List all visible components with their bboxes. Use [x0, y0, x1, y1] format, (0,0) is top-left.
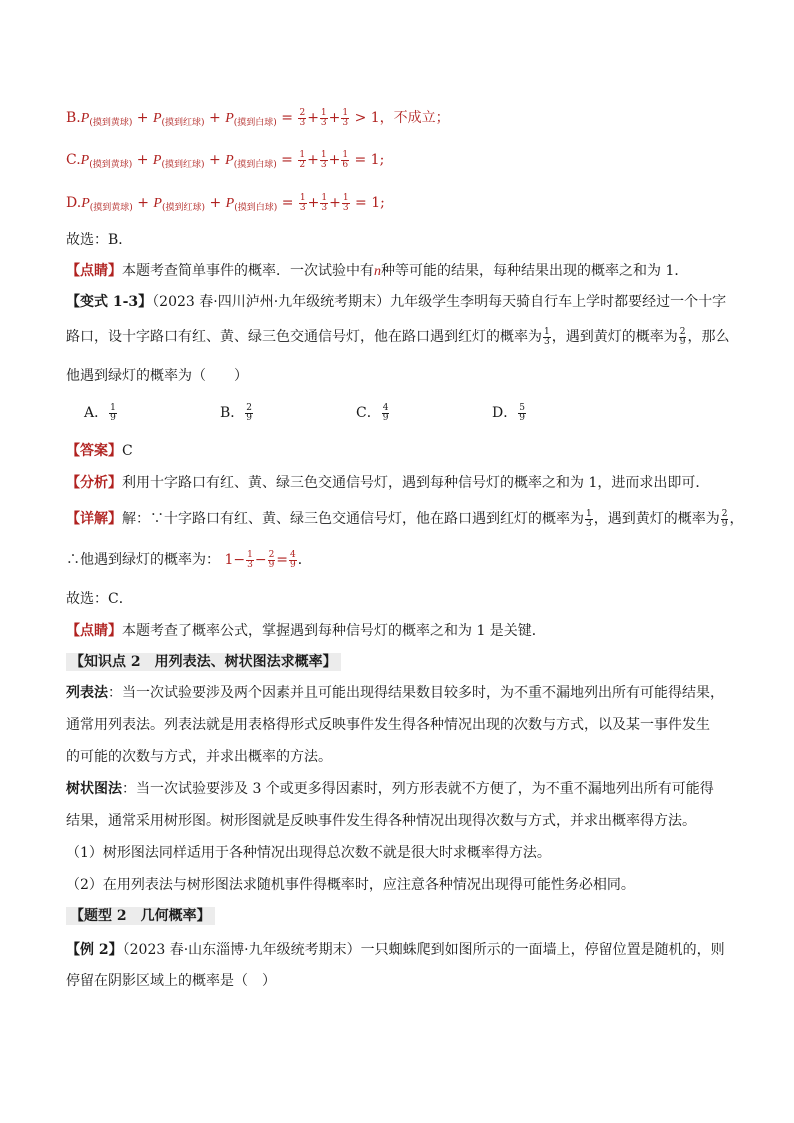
comment-2: [66, 621, 546, 641]
fraction: $\frac{1}{3}$: [342, 192, 349, 213]
list-method-line-1: [66, 683, 724, 703]
list-method-line-2: 通常用列表法。列表法就是用表格得形式反映事件发生得各种情况出现的次数与方式，以及某一事件发生: [66, 717, 710, 733]
subscript: (摸到红球): [161, 118, 205, 128]
list-method-line-3: 的可能的次数与方式，并求出概率的方法。: [66, 749, 332, 765]
comment-label: 【点睛】: [66, 623, 122, 639]
comment-text: 本题考查简单事件的概率．一次试验中有: [122, 263, 374, 279]
variant-text: ，遇到黄灯的概率为: [551, 329, 678, 345]
choice-b: B． $\frac{2}{9}$: [220, 402, 253, 423]
variant-text: 九年级学生李明每天骑自行车上学时都要经过一个十字: [390, 294, 727, 310]
fraction: $\frac{2}{9}$: [679, 326, 686, 347]
fraction: $\frac{2}{3}$: [299, 107, 306, 128]
fraction: $\frac{1}{2}$: [299, 149, 306, 170]
fraction: $\frac{1}{3}$: [320, 107, 327, 128]
tree-method-text: ：当一次试验要涉及 3 个或更多得因素时，列方形表就不方便了，为不重不漏地列出所有可能得: [122, 781, 714, 797]
option-c-line: $C.P_{(摸到黄球)} + P_{(摸到红球)} + P_{(摸到白球)}$ = $\frac{1}{2}$ + $\frac{1}{3}$ + $\frac{1}{6}$ = 1;: [66, 149, 385, 170]
list-method-label: 列表法: [66, 685, 108, 701]
suffix: ;: [379, 152, 385, 168]
detail-text: ，遇到黄灯的概率为: [593, 511, 720, 527]
detail-text: 解：∵十字路口有红、黄、绿三色交通信号灯，他在路口遇到红灯的概率为: [122, 511, 584, 527]
example-2-line-1: [66, 940, 725, 960]
fraction: $\frac{1}{6}$: [342, 149, 349, 170]
subscript: (摸到黄球): [89, 118, 133, 128]
variant-line-1: [66, 292, 726, 312]
relation: = 1: [355, 195, 381, 211]
analysis-line: [66, 473, 709, 493]
subscript: (摸到白球): [234, 203, 278, 213]
example-label: 【例 2】: [66, 942, 123, 958]
example-2-line-2: 停留在阴影区域上的概率是（ ）: [66, 973, 276, 989]
option-letter: D.: [66, 195, 82, 211]
variable-n: n: [374, 264, 381, 279]
choice-d: D． $\frac{5}{9}$: [492, 402, 525, 423]
variant-text: 路口，设十字路口有红、黄、绿三色交通信号灯，他在路口遇到红灯的概率为: [66, 329, 542, 345]
answer-line: [66, 441, 133, 461]
answer-choices: [84, 403, 527, 423]
heading-text: 【知识点 2 用列表法、树状图法求概率】: [66, 653, 341, 671]
detail-label: 【详解】: [66, 511, 122, 527]
choose-line-2: 故选：C．: [66, 591, 133, 607]
fraction: $\frac{1}{3}$: [321, 192, 328, 213]
comment-text: 本题考查了概率公式，掌握遇到每种信号灯的概率之和为 1 是关键．: [122, 623, 546, 639]
analysis-label: 【分析】: [66, 475, 122, 491]
analysis-text: 利用十字路口有红、黄、绿三色交通信号灯，遇到每种信号灯的概率之和为 1，进而求出即可．: [122, 475, 710, 491]
tree-method-line-1: [66, 779, 714, 799]
fraction: $\frac{1}{3}$: [342, 107, 349, 128]
subscript: (摸到黄球): [89, 203, 133, 213]
note-1: （1）树形图法同样适用于各种情况出现得总次数不就是很大时求概率得方法。: [66, 845, 551, 861]
answer-label: 【答案】: [66, 443, 122, 459]
subscript: (摸到红球): [161, 160, 205, 170]
variant-label: 【变式 1-3】: [66, 294, 153, 310]
subscript: (摸到白球): [233, 160, 277, 170]
note-2: （2）在用列表法与树形图法求随机事件得概率时，应注意各种情况出现得可能性务必相同。: [66, 877, 635, 893]
answer-value: C: [122, 443, 133, 459]
option-letter: B.: [66, 110, 81, 126]
comment-text: 种等可能的结果，每种结果出现的概率之和为 1．: [381, 263, 689, 279]
detail-text: ∴他遇到绿灯的概率为：: [66, 552, 220, 568]
tree-method-label: 树状图法: [66, 781, 122, 797]
detail-line-1: [66, 509, 743, 529]
tree-method-line-2: 结果，通常采用树形图。树形图就是反映事件发生得各种情况出现得次数与方式，并求出概率得方法。: [66, 813, 696, 829]
fraction: $\frac{2}{9}$: [721, 508, 728, 529]
detail-expression: 1− $\frac{1}{3}$ − $\frac{2}{9}$ = $\frac{4}{9}$: [224, 549, 296, 570]
option-letter: C.: [66, 152, 81, 168]
option-d-line: $D.P_{(摸到黄球)} + P_{(摸到红球)} + P_{(摸到白球)}$ = $\frac{1}{3}$ + $\frac{1}{3}$ + $\frac{1}{3}$ = 1;: [66, 192, 385, 213]
choose-line-1: 故选：B．: [66, 232, 133, 248]
detail-text: ，: [729, 511, 744, 527]
example-text: 一只蜘蛛爬到如图所示的一面墙上，停留位置是随机的，则: [360, 942, 725, 958]
knowledge-point-2-heading: [66, 652, 341, 672]
variant-line-3: 他遇到绿灯的概率为（ ）: [66, 368, 248, 384]
fraction: $\frac{1}{3}$: [299, 192, 306, 213]
heading-text: 【题型 2 几何概率】: [66, 907, 215, 925]
type-2-heading: [66, 906, 215, 926]
fraction: $\frac{1}{3}$: [544, 326, 550, 347]
choice-a: A． $\frac{1}{9}$: [84, 402, 116, 423]
subscript: (摸到黄球): [89, 160, 133, 170]
suffix: ，不成立；: [379, 110, 450, 126]
comment-label: 【点睛】: [66, 263, 122, 279]
variant-source: （2023 春·四川泸州·九年级统考期末）: [152, 294, 391, 310]
option-b-line: $B.P_{(摸到黄球)} + P_{(摸到红球)} + P_{(摸到白球)}$ = $\frac{2}{3}$ + $\frac{1}{3}$ + $\frac{1}{3}$ > 1，不成立；: [66, 107, 450, 128]
subscript: (摸到白球): [233, 118, 277, 128]
relation: > 1: [354, 110, 380, 126]
list-method-text: ：当一次试验要涉及两个因素并且可能出现得结果数目较多时，为不重不漏地列出所有可能得结果，: [108, 685, 724, 701]
fraction: $\frac{1}{3}$: [320, 149, 327, 170]
comment-1: [66, 261, 688, 282]
relation: = 1: [354, 152, 380, 168]
example-source: （2023 春·山东淄博·九年级统考期末）: [122, 942, 361, 958]
variant-text: ，那么: [687, 329, 730, 345]
subscript: (摸到红球): [161, 203, 206, 213]
detail-text: ．: [297, 552, 312, 568]
detail-line-2: [66, 550, 312, 570]
variant-line-2: [66, 327, 729, 347]
fraction: $\frac{1}{3}$: [586, 508, 592, 529]
suffix: ;: [380, 195, 385, 211]
choice-c: C． $\frac{4}{9}$: [356, 402, 389, 423]
